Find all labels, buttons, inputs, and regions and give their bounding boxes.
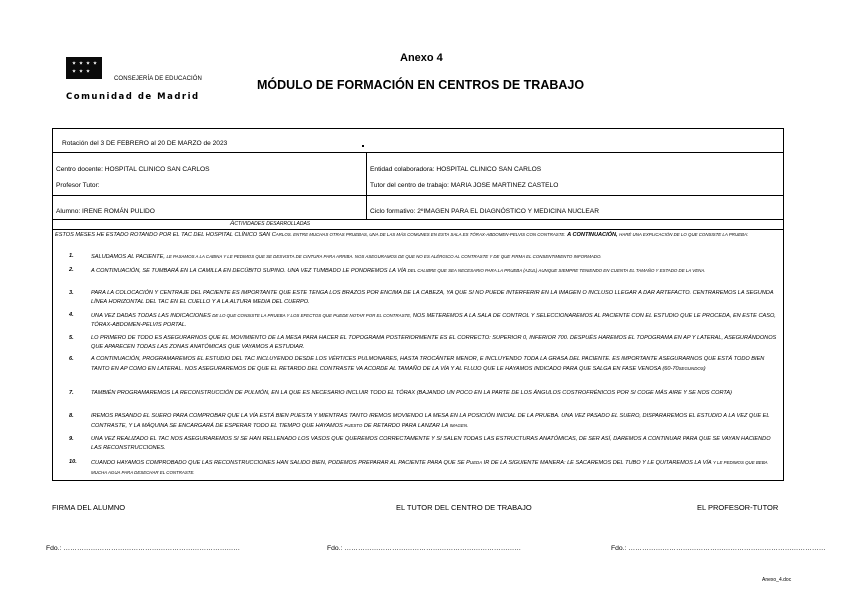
footer-filename: Anexo_4.doc bbox=[762, 577, 792, 583]
collab-entity-field: Entidad colaboradora: HOSPITAL CLINICO SAN CARLOS bbox=[370, 166, 542, 173]
signature-line-center-tutor: Fdo.: …………………………………………………………………… bbox=[327, 545, 522, 552]
annex-label: Anexo 4 bbox=[400, 52, 443, 64]
center-tutor-field: Tutor del centro de trabajo: MARIA JOSE MARTINEZ CASTELO bbox=[370, 182, 559, 189]
divider bbox=[52, 219, 784, 220]
signature-teacher-tutor-label: EL PROFESOR-TUTOR bbox=[697, 503, 779, 512]
region-label: Comunidad de Madrid bbox=[66, 92, 200, 102]
activities-intro: ESTOS MESES HE ESTADO ROTANDO POR EL TAC DEL HOSPITAL CLÍNICO SAN CARLOS. ENTRE MUCHAS OTRAS PRUEBAS, UNA DE LAS MÁS COMUNES EN ESTA SALA ES TÓRAX-ABDOMEN-PELVIS CON CONTRASTE. A CONTINUACIÓN, HARÉ UNA EXPLICACIÓN DE LO QUE CONSISTE LA PRUEBA: bbox=[55, 232, 749, 238]
teaching-center-field: Centro docente: HOSPITAL CLINICO SAN CARLOS bbox=[56, 166, 210, 173]
madrid-logo bbox=[66, 57, 102, 79]
training-cycle-field: Ciclo formativo: 2ºIMAGEN PARA EL DIAGNÓSTICO Y MEDICINA NUCLEAR bbox=[370, 208, 599, 215]
divider bbox=[52, 152, 784, 153]
department-label: CONSEJERÍA DE EDUCACIÓN bbox=[114, 76, 202, 82]
column-divider bbox=[366, 152, 367, 219]
dot-mark bbox=[362, 145, 364, 147]
signature-student-label: FIRMA DEL ALUMNO bbox=[52, 503, 126, 512]
student-field: Alumno: IRENE ROMÁN PULIDO bbox=[56, 208, 155, 215]
teacher-tutor-field: Profesor Tutor: bbox=[56, 182, 100, 189]
page-title: MÓDULO DE FORMACIÓN EN CENTROS DE TRABAJO bbox=[257, 78, 585, 92]
rotation-field: Rotación del 3 DE FEBRERO al 20 DE MARZO de 2023 bbox=[62, 140, 228, 147]
signature-center-tutor-label: EL TUTOR DEL CENTRO DE TRABAJO bbox=[396, 503, 532, 512]
signature-line-teacher-tutor: Fdo.: …………………………………………………………………………… bbox=[611, 545, 826, 552]
activities-title: Actividades desarrolladas bbox=[230, 220, 311, 227]
signature-line-student: Fdo.: …………………………………………………………………… bbox=[46, 545, 241, 552]
divider bbox=[52, 195, 784, 196]
